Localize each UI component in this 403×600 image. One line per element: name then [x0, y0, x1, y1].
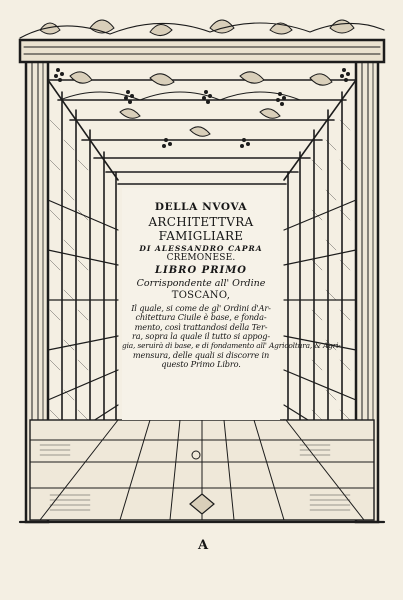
signature-mark: A — [197, 538, 209, 553]
title-line-1: DELLA NVOVA — [154, 201, 248, 213]
description-paragraph — [122, 302, 341, 370]
description-line: gia, seruirà di base, e di fondamento all' Agricoltura, & Agri- — [122, 340, 341, 350]
author-origin: CREMONESE. — [166, 253, 236, 263]
description-line: chitettura Ciuile è base, e fonda- — [135, 312, 267, 323]
title-cartouche — [122, 188, 341, 420]
description-line: questo Primo Libro. — [161, 359, 241, 370]
subtitle-line-1: Corrispondente all' Ordine — [136, 278, 266, 289]
book-number: LIBRO PRIMO — [155, 265, 247, 276]
subtitle-line-2: TOSCANO, — [171, 289, 231, 301]
title-line-3: FAMIGLIARE — [158, 228, 244, 243]
description-line: ra, sopra la quale il tutto si appog- — [131, 331, 271, 342]
author-line: DI ALESSANDRO CAPRA — [139, 243, 263, 253]
description-line: mensura, delle quali si discorre in — [132, 349, 270, 360]
description-line: Il quale, si come de gl' Ordini d'Ar- — [131, 302, 271, 313]
description-line: mento, così trattandosi della Ter- — [134, 321, 268, 332]
title-line-2: ARCHITETTVRA — [148, 214, 254, 229]
